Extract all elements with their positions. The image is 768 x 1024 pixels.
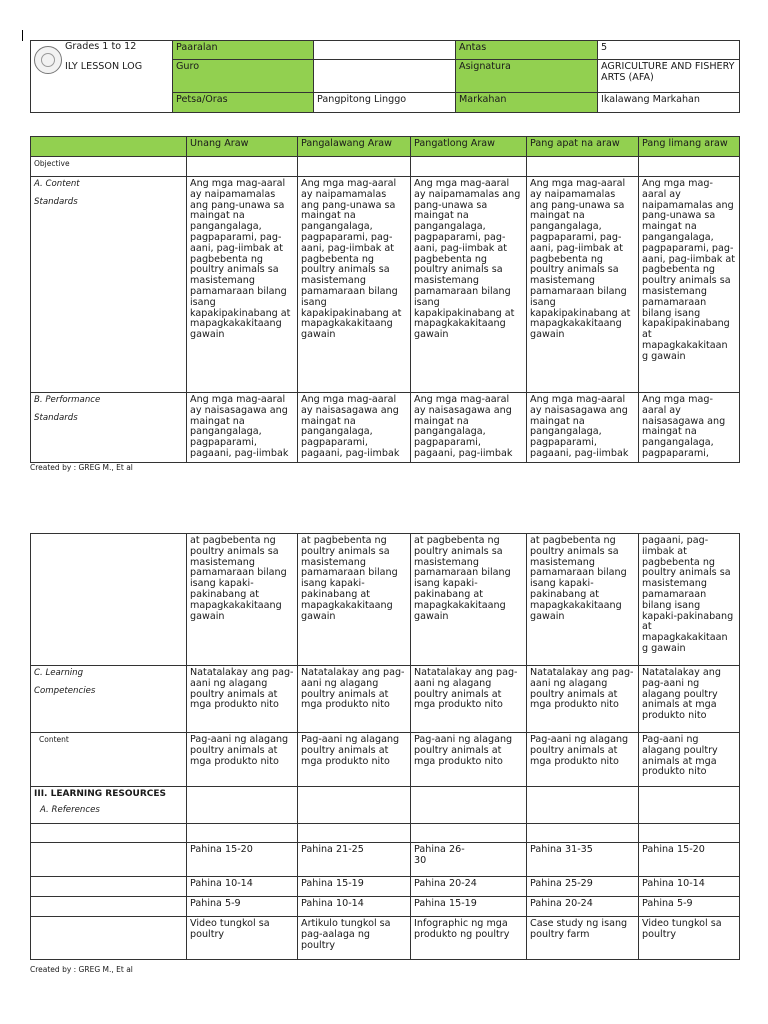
guro-label: Guro	[173, 60, 314, 93]
ref-row5-day3: Infographic ng mga produkto ng poultry	[411, 917, 527, 960]
petsa-label: Petsa/Oras	[173, 93, 314, 113]
competencies-day3: Natatalakay ang pag-aani ng alagang poultry animals at mga produkto nito	[411, 666, 527, 733]
ref-row3-day5: Pahina 10-14	[639, 877, 740, 897]
performance-standards-day1-bottom: at pagbebenta ng poultry animals sa masistemang pamamaraan bilang isang kapaki-pakinabang at mapagkakakitaang gawain	[187, 534, 298, 666]
antas-value: 5	[598, 41, 740, 60]
competencies-day1: Natatalakay ang pag-aani ng alagang poultry animals at mga produkto nito	[187, 666, 298, 733]
ref-row2-day1: Pahina 15-20	[187, 843, 298, 877]
grades-label: Grades 1 to 12	[65, 41, 137, 52]
markahan-label: Markahan	[456, 93, 598, 113]
objective-label: Objective	[31, 157, 187, 177]
ref-row4-day1: Pahina 5-9	[187, 897, 298, 917]
competencies-day2: Natatalakay ang pag-aani ng alagang poultry animals at mga produkto nito	[298, 666, 411, 733]
performance-standards-label-1: B. Performance	[34, 395, 101, 405]
paaralan-label: Paaralan	[173, 41, 314, 60]
content-standards-day5: Ang mga mag-aaral ay naipamamalas ang pang-unawa sa maingat na pangangalaga, pagpaparami, pag-aani, pag-iimbak at pagbebenta ng poultry animals sa masistemang pamamaraan bilang isang kapakipakinabang at mapagkakakitaan g gawain	[639, 177, 740, 393]
ref-row2-day3: Pahina 26- 30	[411, 843, 527, 877]
guro-value	[314, 60, 456, 93]
ref-row1-day1	[187, 824, 298, 843]
performance-standards-day1-top: Ang mga mag-aaral ay naisasagawa ang maingat na pangangalaga, pagpaparami, pagaani, pag-iimbak	[187, 393, 298, 463]
learning-competencies-label-1: C. Learning	[34, 668, 84, 678]
day-header-3: Pangatlong Araw	[411, 137, 527, 157]
day-header-5: Pang limang araw	[639, 137, 740, 157]
ref-row5-day4: Case study ng isang poultry farm	[527, 917, 639, 960]
ref-row2-day2: Pahina 21-25	[298, 843, 411, 877]
ref-row4-day5: Pahina 5-9	[639, 897, 740, 917]
ref-row3-day3: Pahina 20-24	[411, 877, 527, 897]
ref-row2-day4: Pahina 31-35	[527, 843, 639, 877]
content-day1: Pag-aani ng alagang poultry animals at mga produkto nito	[187, 733, 298, 787]
day-header-2: Pangalawang Araw	[298, 137, 411, 157]
asignatura-label: Asignatura	[456, 60, 598, 93]
performance-standards-day2-bottom: at pagbebenta ng poultry animals sa masistemang pamamaraan bilang isang kapaki-pakinabang at mapagkakakitaang gawain	[298, 534, 411, 666]
performance-standards-day4-top: Ang mga mag-aaral ay naisasagawa ang maingat na pangangalaga, pagpaparami, pagaani, pag-iimbak	[527, 393, 639, 463]
performance-standards-day3-bottom: at pagbebenta ng poultry animals sa masistemang pamamaraan bilang isang kapaki-pakinabang at mapagkakakitaang gawain	[411, 534, 527, 666]
content-standards-label	[31, 177, 187, 393]
content-standards-label-1: A. Content	[34, 179, 80, 189]
content-standards-day4: Ang mga mag-aaral ay naipamamalas ang pang-unawa sa maingat na pangangalaga, pagpaparami, pag-aani, pag-iimbak at pagbebenta ng poultry animals sa masistemang pamamaraan bilang isang kapakipakinabang at mapagkakakitaang gawain	[527, 177, 639, 393]
lesson-table-page2	[30, 533, 740, 960]
content-standards-day1: Ang mga mag-aaral ay naipamamalas ang pang-unawa sa maingat na pangangalaga, pagpaparami, pag-aani, pag-iimbak at pagbebenta ng poultry animals sa masistemang pamamaraan bilang isang kapakipakinabang at mapagkakakitaang gawain	[187, 177, 298, 393]
lesson-log-title: ILY LESSON LOG	[65, 61, 143, 72]
references-label: A. References	[40, 804, 100, 815]
content-label: Content	[31, 733, 187, 787]
competencies-day5: Natatalakay ang pag-aani ng alagang poultry animals at mga produkto nito	[639, 666, 740, 733]
antas-label: Antas	[456, 41, 598, 60]
content-standards-label-2: Standards	[34, 196, 78, 207]
learning-resources-title: III. LEARNING RESOURCES	[34, 789, 166, 799]
performance-standards-label-2: Standards	[34, 412, 78, 423]
day-header-4: Pang apat na araw	[527, 137, 639, 157]
text-cursor	[22, 30, 23, 41]
content-day2: Pag-aani ng alagang poultry animals at mga produkto nito	[298, 733, 411, 787]
lesson-table-page1	[30, 136, 740, 463]
day-header-1: Unang Araw	[187, 137, 298, 157]
ref-row3-day1: Pahina 10-14	[187, 877, 298, 897]
learning-resources-label	[31, 787, 187, 824]
corner-cell	[31, 137, 187, 157]
performance-standards-day5-bottom: pagaani, pag-iimbak at pagbebenta ng poultry animals sa masistemang pamamaraan bilang isang kapaki-pakinabang at mapagkakakitaan g gawain	[639, 534, 740, 666]
ref-row1-day3	[411, 824, 527, 843]
petsa-value: Pangpitong Linggo	[314, 93, 456, 113]
content-day5: Pag-aani ng alagang poultry animals at mga produkto nito	[639, 733, 740, 787]
footer-page2: Created by : GREG M., Et al	[30, 965, 133, 974]
ref-row5-day2: Artikulo tungkol sa pag-aalaga ng poultry	[298, 917, 411, 960]
ref-row1-day5	[639, 824, 740, 843]
ref-row3-day4: Pahina 25-29	[527, 877, 639, 897]
paaralan-value	[314, 41, 456, 60]
performance-continued-label	[31, 534, 187, 666]
ref-row5-day5: Video tungkol sa poultry	[639, 917, 740, 960]
ref-row4-day3: Pahina 15-19	[411, 897, 527, 917]
ref-row3-day2: Pahina 15-19	[298, 877, 411, 897]
ref-row1-day4	[527, 824, 639, 843]
asignatura-value: AGRICULTURE AND FISHERY ARTS (AFA)	[598, 60, 740, 93]
performance-standards-label	[31, 393, 187, 463]
learning-competencies-label	[31, 666, 187, 733]
content-day3: Pag-aani ng alagang poultry animals at mga produkto nito	[411, 733, 527, 787]
header-table	[30, 40, 740, 113]
ref-row5-day1: Video tungkol sa poultry	[187, 917, 298, 960]
content-standards-day3: Ang mga mag-aaral ay naipamamalas ang pang-unawa sa maingat na pangangalaga, pagpaparami, pag-aani, pag-iimbak at pagbebenta ng poultry animals sa masistemang pamamaraan bilang isang kapakipakinabang at mapagkakakitaang gawain	[411, 177, 527, 393]
content-day4: Pag-aani ng alagang poultry animals at mga produkto nito	[527, 733, 639, 787]
content-standards-day2: Ang mga mag-aaral ay naipamamalas ang pang-unawa sa maingat na pangangalaga, pagpaparami, pag-aani, pag-iimbak at pagbebenta ng poultry animals sa masistemang pamamaraan bilang isang kapakipakinabang at mapagkakakitaang gawain	[298, 177, 411, 393]
footer-page1: Created by : GREG M., Et al	[30, 463, 133, 472]
ref-row1-day2	[298, 824, 411, 843]
performance-standards-day4-bottom: at pagbebenta ng poultry animals sa masistemang pamamaraan bilang isang kapaki-pakinabang at mapagkakakitaang gawain	[527, 534, 639, 666]
performance-standards-day3-top: Ang mga mag-aaral ay naisasagawa ang maingat na pangangalaga, pagpaparami, pagaani, pag-iimbak	[411, 393, 527, 463]
ref-row4-day2: Pahina 10-14	[298, 897, 411, 917]
competencies-day4: Natatalakay ang pag-aani ng alagang poultry animals at mga produkto nito	[527, 666, 639, 733]
ref-row4-day4: Pahina 20-24	[527, 897, 639, 917]
ref-row2-day5: Pahina 15-20	[639, 843, 740, 877]
markahan-value: Ikalawang Markahan	[598, 93, 740, 113]
learning-competencies-label-2: Competencies	[34, 685, 96, 696]
performance-standards-day5-top: Ang mga mag-aaral ay naisasagawa ang maingat na pangangalaga, pagpaparami,	[639, 393, 740, 463]
performance-standards-day2-top: Ang mga mag-aaral ay naisasagawa ang maingat na pangangalaga, pagpaparami, pagaani, pag-iimbak	[298, 393, 411, 463]
header-logo-cell	[31, 41, 173, 113]
